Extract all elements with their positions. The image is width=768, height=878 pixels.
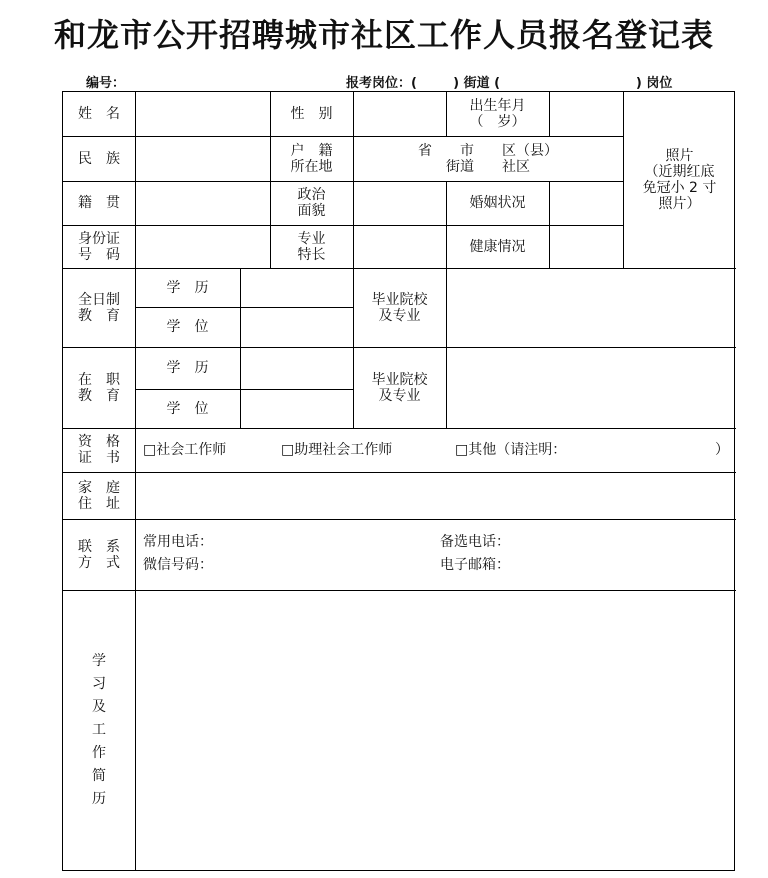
fulltime-degree-label: 学 位 xyxy=(166,319,209,335)
phone-label: 常用电话： xyxy=(143,534,213,550)
ethnicity-label: 民 族 xyxy=(78,150,120,167)
marital-status-label: 婚姻状况 xyxy=(469,195,526,211)
inservice-degree-label: 学 位 xyxy=(166,400,209,417)
health-label: 健康情况 xyxy=(469,238,526,255)
home-address-label: 家 庭 住 址 xyxy=(78,479,120,512)
fulltime-school-label: 毕业院校 及专业 xyxy=(371,291,428,324)
inservice-education-label: 在 职 教 育 xyxy=(78,371,120,404)
inservice-school-label: 毕业院校 及专业 xyxy=(371,371,428,404)
assistant-social-worker-checkbox[interactable]: □助理社会工作师 xyxy=(281,442,393,458)
number-label: 编号： xyxy=(86,76,126,91)
certificate-label: 资 格 证 书 xyxy=(78,434,120,466)
resume-label: 学 习 及 工 作 简 历 xyxy=(92,652,106,807)
politics-label: 政治 面貌 xyxy=(297,187,326,219)
inservice-degree-level-label: 学 历 xyxy=(166,360,209,376)
hukou-value: 省 市 区（县） 街道 社区 xyxy=(418,142,558,175)
fulltime-degree-level-label: 学 历 xyxy=(166,279,209,296)
email-label: 电子邮箱： xyxy=(440,557,510,573)
position-label: 报考岗位：( ) 街道 ( ) 岗位 xyxy=(346,76,673,91)
hukou-label: 户 籍 所在地 xyxy=(290,142,333,175)
contact-label: 联 系 方 式 xyxy=(78,538,120,571)
fulltime-education-label: 全日制 教 育 xyxy=(78,291,120,324)
id-number-label: 身份证 号 码 xyxy=(78,230,120,263)
wechat-label: 微信号码： xyxy=(143,557,213,573)
birth-label: 出生年月 （ 岁） xyxy=(469,98,526,130)
photo-placeholder: 照片 （近期红底 免冠小 2 寸 照片） xyxy=(642,148,717,212)
form-title: 和龙市公开招聘城市社区工作人员报名登记表 xyxy=(53,16,714,54)
gender-label: 性 别 xyxy=(290,106,333,122)
native-place-label: 籍 贯 xyxy=(78,195,120,211)
registration-form-table xyxy=(62,91,735,871)
other-certificate-checkbox[interactable]: □其他（请注明： xyxy=(455,442,567,458)
name-label: 姓 名 xyxy=(78,106,120,122)
specialty-label: 专业 特长 xyxy=(297,230,326,263)
backup-phone-label: 备选电话： xyxy=(440,534,510,550)
other-certificate-close: ） xyxy=(715,442,729,458)
social-worker-checkbox[interactable]: □社会工作师 xyxy=(143,442,227,458)
